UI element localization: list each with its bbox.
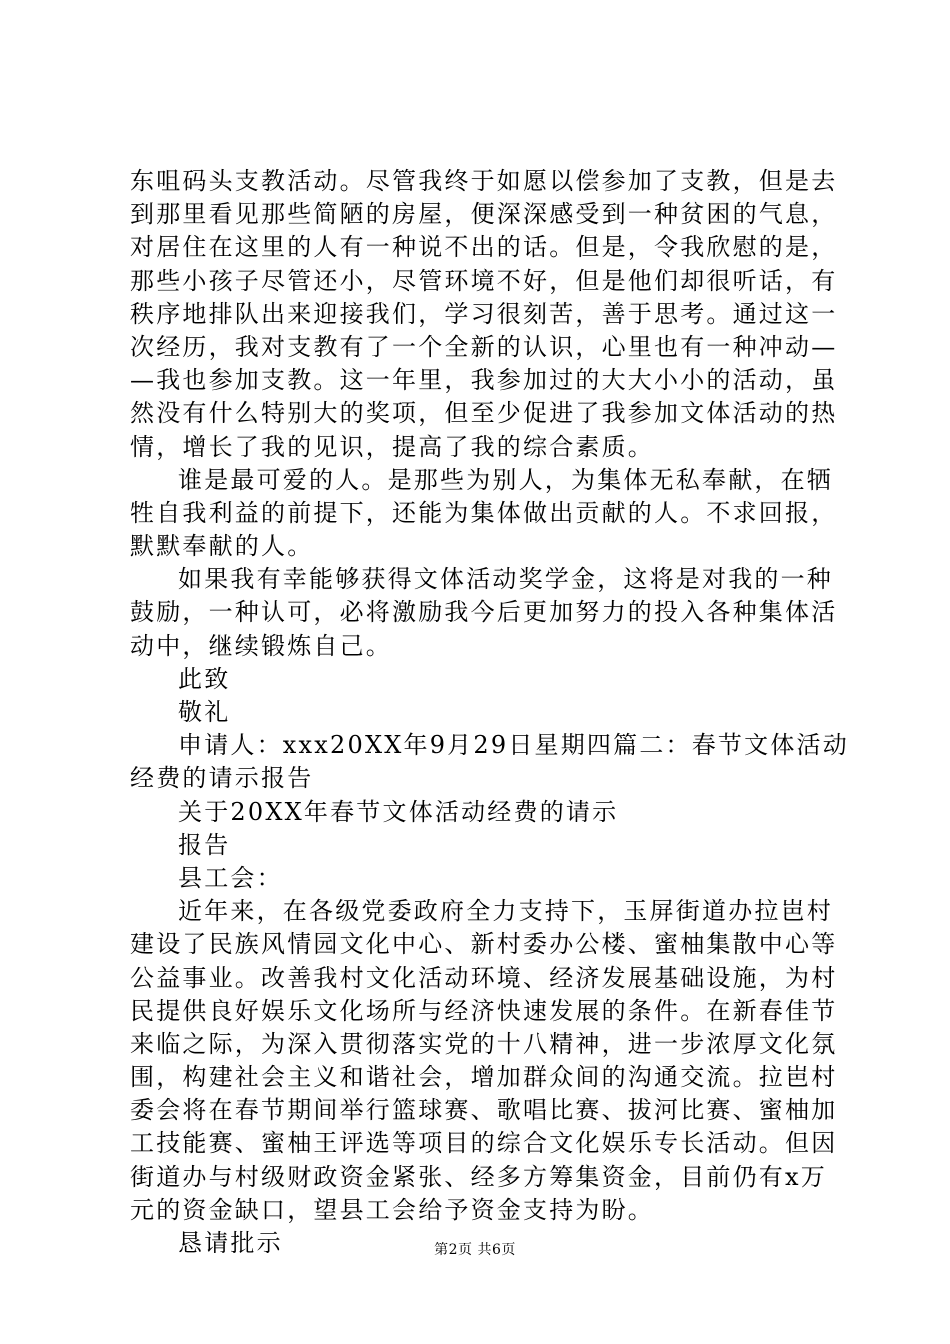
text-line: 围，构建社会主义和谐社会，增加群众间的沟通交流。拉岜村 [130,1063,838,1092]
text-line: —我也参加支教。这一年里，我参加过的大大小小的活动，虽 [130,366,838,395]
text-line: 恳请批示 [178,1229,283,1257]
text-line: 建设了民族风情园文化中心、新村委办公楼、蜜柚集散中心等 [130,930,838,959]
text-line: 敬礼 [178,698,231,726]
text-line: 近年来，在各级党委政府全力支持下，玉屏街道办拉岜村 [178,897,833,926]
text-line: 来临之际，为深入贯彻落实党的十八精神，进一步浓厚文化氛 [130,1029,838,1058]
text-line: 牲自我利益的前提下，还能为集体做出贡献的人。不求回报， [130,498,838,527]
text-line: 如果我有幸能够获得文体活动奖学金，这将是对我的一种 [178,565,833,594]
text-line: 此致 [178,664,231,693]
text-line: 默默奉献的人。 [130,532,314,561]
text-line: 谁是最可爱的人。是那些为别人，为集体无私奉献，在牺 [178,465,833,494]
text-line: 动中，继续锻炼自己。 [130,631,392,660]
text-line: 申请人：xxx20XX年9月29日星期四篇二：春节文体活动 [178,731,849,760]
text-line: 街道办与村级财政资金紧张、经多方筹集资金，目前仍有x万 [130,1162,827,1191]
text-line: 次经历，我对支教有了一个全新的认识，心里也有一种冲动— [130,332,838,361]
text-line: 秩序地排队出来迎接我们，学习很刻苦，善于思考。通过这一 [130,299,838,328]
text-line: 关于20XX年春节文体活动经费的请示 [178,797,619,826]
page-footer: 第2页 共6页 [434,1242,516,1258]
text-line: 工技能赛、蜜柚王评选等项目的综合文化娱乐专长活动。但因 [130,1129,838,1158]
text-line: 委会将在春节期间举行篮球赛、歌唱比赛、拔河比赛、蜜柚加 [130,1096,838,1125]
text-line: 元的资金缺口，望县工会给予资金支持为盼。 [130,1195,654,1224]
text-line: 到那里看见那些简陋的房屋，便深深感受到一种贫困的气息， [130,200,838,229]
text-line: 报告 [178,830,231,859]
document-body [130,165,849,1260]
text-line: 经费的请示报告 [130,764,314,793]
text-line: 然没有什么特别大的奖项，但至少促进了我参加文体活动的热 [130,399,838,428]
text-line: 鼓励，一种认可，必将激励我今后更加努力的投入各种集体活 [130,598,838,627]
text-line: 公益事业。改善我村文化活动环境、经济发展基础设施，为村 [130,963,838,992]
text-line: 情，增长了我的见识，提高了我的综合素质。 [130,432,654,461]
text-line: 那些小孩子尽管还小，尽管环境不好，但是他们却很听话，有 [130,266,838,295]
text-line: 东咀码头支教活动。尽管我终于如愿以偿参加了支教，但是去 [130,167,838,195]
text-line: 县工会： [178,863,283,892]
text-line: 民提供良好娱乐文化场所与经济快速发展的条件。在新春佳节 [130,996,838,1025]
text-line: 对居住在这里的人有一种说不出的话。但是，令我欣慰的是， [130,233,838,262]
